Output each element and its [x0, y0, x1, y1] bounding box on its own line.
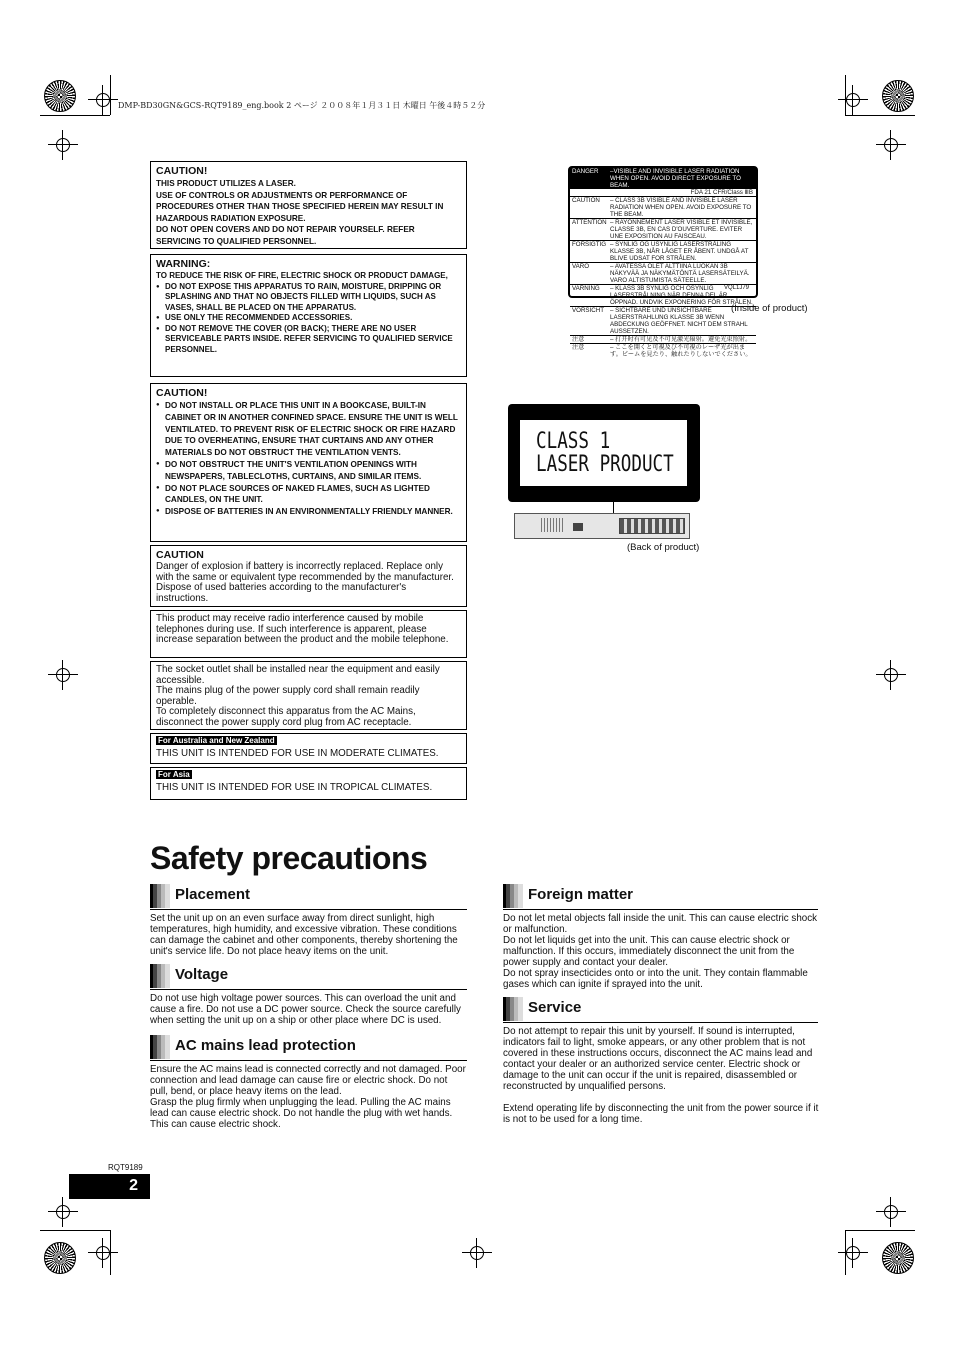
section-heading-text: Voltage	[175, 966, 229, 983]
section-heading-text: Placement	[175, 886, 251, 903]
foreign-matter-text	[503, 913, 819, 990]
caution-battery-box	[150, 545, 467, 607]
section-heading-placement	[150, 884, 467, 910]
foreign-matter-line: Do not spray insecticides onto or into the unit. They contain flammable gases which can ignite if sprayed into the unit.	[503, 968, 808, 990]
registration-mark	[462, 1238, 492, 1268]
label-row	[570, 218, 756, 240]
document-code: RQT9189	[108, 1163, 143, 1172]
section-heading-text: Foreign matter	[528, 886, 634, 903]
caution-laser-title: CAUTION!	[156, 165, 208, 177]
foreign-matter-line: Do not let liquids get into the unit. This can cause electric shock or malfunction. If this occurs, immediately disconnect the unit from the power supply and contact your dealer.	[503, 935, 795, 968]
ac-mains-line: Ensure the AC mains lead is connected correctly and not damaged. Poor connection and lead damage can cause fire or electric shock. Do not pull, bend, or place heavy items on the lead.	[150, 1064, 466, 1097]
socket-outlet-line: To completely disconnect this apparatus from the AC Mains, disconnect the power supply cord plug from AC receptacle.	[156, 706, 416, 728]
label-row-key: VORSICHT	[572, 307, 604, 314]
power-inlet	[573, 523, 583, 531]
warning-item: ● USE ONLY THE RECOMMENDED ACCESSORIES.	[156, 313, 461, 324]
caution-installation-box	[150, 383, 467, 542]
heading-bar-icon	[503, 884, 523, 908]
page-number: 2	[129, 1177, 138, 1194]
caution-laser-line: THIS PRODUCT UTILIZES A LASER.	[156, 179, 296, 188]
registration-mark	[876, 1197, 906, 1227]
foreign-matter-line: Do not let metal objects fall inside the unit. This can cause electric shock or malfunction.	[503, 913, 818, 935]
page-number-block	[69, 1174, 150, 1199]
class1-laser-label	[508, 404, 700, 502]
australia-region-tag: For Australia and New Zealand	[158, 736, 275, 745]
trim-line	[845, 1230, 915, 1231]
label-row-text: – RAYONNEMENT LASER VISIBLE ET INVISIBLE, CLASSE 3B, EN CAS D'OUVERTURE. EVITER UNE EXPOSITION AU FAISCEAU.	[610, 219, 753, 240]
label-row	[570, 335, 756, 343]
label-row-key: VARNING	[572, 285, 600, 292]
registration-rose-bottom-right	[882, 1242, 914, 1274]
label-row	[570, 240, 756, 262]
caution-installation-title: CAUTION!	[156, 387, 208, 399]
ac-mains-line: Grasp the plug firmly when unplugging the lead. Pulling the AC mains lead can cause electric shock. Do not handle the plug with wet hands. This can cause electric shock.	[150, 1097, 453, 1130]
laser-warning-label	[568, 166, 758, 358]
heading-bar-icon	[150, 884, 170, 908]
voltage-text: Do not use high voltage power sources. This can overload the unit and cause a fire. Do not use a DC power source. Check the source carefully when setting the unit up on a ship or other place where DC is used.	[150, 993, 461, 1026]
caution-laser-line: DO NOT OPEN COVERS AND DO NOT REPAIR YOURSELF. REFER SERVICING TO QUALIFIED PERSONNEL.	[156, 225, 415, 246]
radio-interference-box	[150, 610, 467, 658]
label-row-text: – KLASS 3B SYNLIG OCH OSYNLIG LASERSTRÅLNING NÄR DENNA DEL ÄR ÖPPNAD. UNDVIK EXPONERING FÖR STRÅLEN.	[610, 285, 753, 306]
australia-climate-box	[150, 733, 467, 764]
registration-rose-top-left	[44, 80, 76, 112]
registration-mark	[876, 660, 906, 690]
section-heading-voltage	[150, 964, 467, 990]
registration-mark	[838, 85, 868, 115]
label-row	[570, 196, 756, 218]
registration-mark	[48, 660, 78, 690]
label-row-key: CAUTION	[572, 197, 600, 204]
class1-inner-panel	[520, 420, 687, 486]
inside-caption: (Inside of product)	[731, 303, 808, 314]
label-row-text: – ここを開くと可視及び不可視のレーザ光が出ます。ビームを見たり、触れたりしないでください。	[610, 344, 752, 358]
label-row-key: 注意	[572, 344, 585, 351]
section-heading-foreign-matter	[503, 884, 818, 910]
danger-code: FDA 21 CFR/Class ⅢB	[690, 189, 753, 196]
trim-line	[110, 75, 111, 115]
asia-region-tag: For Asia	[158, 770, 190, 779]
connector-panel	[619, 518, 685, 534]
warning-intro: TO REDUCE THE RISK OF FIRE, ELECTRIC SHOCK OR PRODUCT DAMAGE,	[156, 271, 448, 280]
registration-mark	[48, 1197, 78, 1227]
warning-item: ● DO NOT REMOVE THE COVER (OR BACK); THERE ARE NO USER SERVICEABLE PARTS INSIDE. REFER SERVICING TO QUALIFIED SERVICE PERSONNEL.	[156, 324, 461, 356]
trim-line	[110, 1230, 111, 1275]
registration-rose-bottom-left	[44, 1242, 76, 1274]
asia-climate-text: THIS UNIT IS INTENDED FOR USE IN TROPICAL CLIMATES.	[156, 781, 433, 793]
caution-laser-line: USE OF CONTROLS OR ADJUSTMENTS OR PERFORMANCE OF PROCEDURES OTHER THAN THOSE SPECIFIED HEREIN MAY RESULT IN HAZARDOUS RADIATION EXPOSURE.	[156, 190, 444, 223]
registration-mark	[88, 85, 118, 115]
class1-line1: CLASS 1	[536, 429, 611, 454]
caution-installation-item: ● DO NOT INSTALL OR PLACE THIS UNIT IN A BOOKCASE, BUILT-IN CABINET OR IN ANOTHER CONFINED SPACE. ENSURE THE UNIT IS WELL VENTILATED. TO PREVENT RISK OF ELECTRIC SHOCK OR FIRE HAZARD DUE TO OVERHEATING, ENSURE THAT CURTAINS AND ANY OTHER MATERIALS DO NOT OBSTRUCT THE VENTILATION VENTS.	[156, 400, 461, 459]
label-row	[570, 262, 756, 284]
heading-bar-icon	[150, 964, 170, 988]
label-row-key: FORSIGTIG	[572, 241, 607, 248]
back-caption: (Back of product)	[627, 542, 700, 553]
service-line: Extend operating life by disconnecting the unit from the power source if it is not to be used for a long time.	[503, 1103, 819, 1125]
label-code: VQL1J79	[724, 285, 750, 291]
ac-mains-text	[150, 1064, 468, 1130]
registration-mark	[838, 1238, 868, 1268]
caution-installation-item: ● DO NOT PLACE SOURCES OF NAKED FLAMES, SUCH AS LIGHTED CANDLES, ON THE UNIT.	[156, 483, 461, 507]
trim-line	[845, 115, 915, 116]
trim-line	[40, 115, 110, 116]
service-line: Do not attempt to repair this unit by yourself. If sound is interrupted, indicators fail to light, smoke appears, or any other problem that is not covered in these instructions occurs, disconnect the AC mains lead and contact your dealer or an authorized service center. Electric shock or damage to the unit can occur if the unit is repaired, disassembled or reconstructed by unqualified persons.	[503, 1026, 813, 1092]
registration-mark	[88, 1238, 118, 1268]
trim-line	[845, 75, 846, 115]
radio-interference-text: This product may receive radio interference caused by mobile telephones during use. If such interference is apparent, please increase separation between the product and the mobile telephone.	[156, 613, 449, 646]
label-row-key: 注意	[572, 336, 585, 343]
product-back-illustration	[514, 513, 690, 539]
australia-climate-text: THIS UNIT IS INTENDED FOR USE IN MODERATE CLIMATES.	[156, 747, 439, 759]
label-row-text: – 打开时有可见及不可见激光辐射。避免光束照射。	[610, 336, 752, 343]
label-row-text: – CLASS 3B VISIBLE AND INVISIBLE LASER RADIATION WHEN OPEN. AVOID EXPOSURE TO THE BEAM.	[610, 197, 752, 218]
heading-bar-icon	[150, 1035, 170, 1059]
placement-text: Set the unit up on an even surface away from direct sunlight, high temperatures, high humidity, and excessive vibration. These conditions can damage the cabinet and other components, thereby shortening the unit's service life. Do not place heavy items on the unit.	[150, 913, 458, 957]
registration-mark	[876, 130, 906, 160]
registration-rose-top-right	[882, 80, 914, 112]
vent-grille	[541, 518, 565, 532]
warning-box	[150, 254, 467, 377]
caution-battery-title: CAUTION	[156, 549, 204, 561]
service-text	[503, 1026, 819, 1125]
label-row	[570, 343, 756, 358]
heading-bar-icon	[503, 997, 523, 1021]
section-heading-text: AC mains lead protection	[175, 1037, 356, 1054]
socket-outlet-box	[150, 661, 467, 730]
trim-line	[40, 1230, 110, 1231]
class1-line2: LASER PRODUCT	[536, 452, 674, 477]
label-row-text: – SICHTBARE UND UNSICHTBARE LASERSTRAHLUNG KLASSE 3B WENN ABDECKUNG GEÖFFNET. NICHT DEM STRAHL AUSSETZEN.	[610, 307, 748, 335]
caution-installation-item: ● DO NOT OBSTRUCT THE UNIT'S VENTILATION OPENINGS WITH NEWSPAPERS, TABLECLOTHS, CURTAINS, AND SIMILAR ITEMS.	[156, 459, 461, 483]
registration-mark	[48, 130, 78, 160]
asia-climate-box	[150, 767, 467, 800]
print-header-line: DMP-BD30GN&GCS-RQT9189_eng.book 2 ページ ２００８年１月３１日 木曜日 午後４時５２分	[118, 101, 486, 110]
section-heading-text: Service	[528, 999, 582, 1016]
page-title: Safety precautions	[150, 840, 428, 876]
caution-installation-item: ● DISPOSE OF BATTERIES IN AN ENVIRONMENTALLY FRIENDLY MANNER.	[156, 506, 461, 518]
trim-line	[845, 1230, 846, 1275]
warning-item: ● DO NOT EXPOSE THIS APPARATUS TO RAIN, MOISTURE, DRIPPING OR SPLASHING AND THAT NO OBJECTS FILLED WITH LIQUIDS, SUCH AS VASES, SHALL BE PLACED ON THE APPARATUS.	[156, 282, 461, 314]
caution-laser-box	[150, 161, 467, 249]
danger-text: –VISIBLE AND INVISIBLE LASER RADIATION WHEN OPEN. AVOID DIRECT EXPOSURE TO BEAM.	[610, 168, 741, 189]
section-heading-ac-mains	[150, 1035, 467, 1061]
danger-key: DANGER	[572, 168, 599, 175]
label-row-text: – SYNLIG OG USYNLIG LASERSTRÅLING KLASSE 3B, NÅR LÅGET ER ÅBENT. UNDGÅ AT BLIVE UDSAT FOR STRÅLEN.	[610, 241, 749, 262]
label-row	[570, 306, 756, 335]
label-row-text: – AVATESSA OLET ALTTIINA LUOKAN 3B NÄKYVÄÄ JA NÄKYMÄTÖNTÄ LASERSÄTEILYÄ. VARO ALTISTUMISTA SÄTEELLE.	[610, 263, 750, 284]
section-heading-service	[503, 997, 818, 1023]
socket-outlet-line: The socket outlet shall be installed near the equipment and easily accessible.	[156, 664, 440, 686]
caution-battery-text: Danger of explosion if battery is incorrectly replaced. Replace only with the same or equivalent type recommended by the manufacturer. Dispose of used batteries according to the manufacturer's instructions.	[156, 561, 454, 604]
label-row-key: ATTENTION	[572, 219, 607, 226]
warning-title: WARNING:	[156, 258, 211, 270]
danger-row	[570, 168, 756, 189]
socket-outlet-line: The mains plug of the power supply cord shall remain readily operable.	[156, 685, 420, 707]
label-row-key: VARO	[572, 263, 590, 270]
